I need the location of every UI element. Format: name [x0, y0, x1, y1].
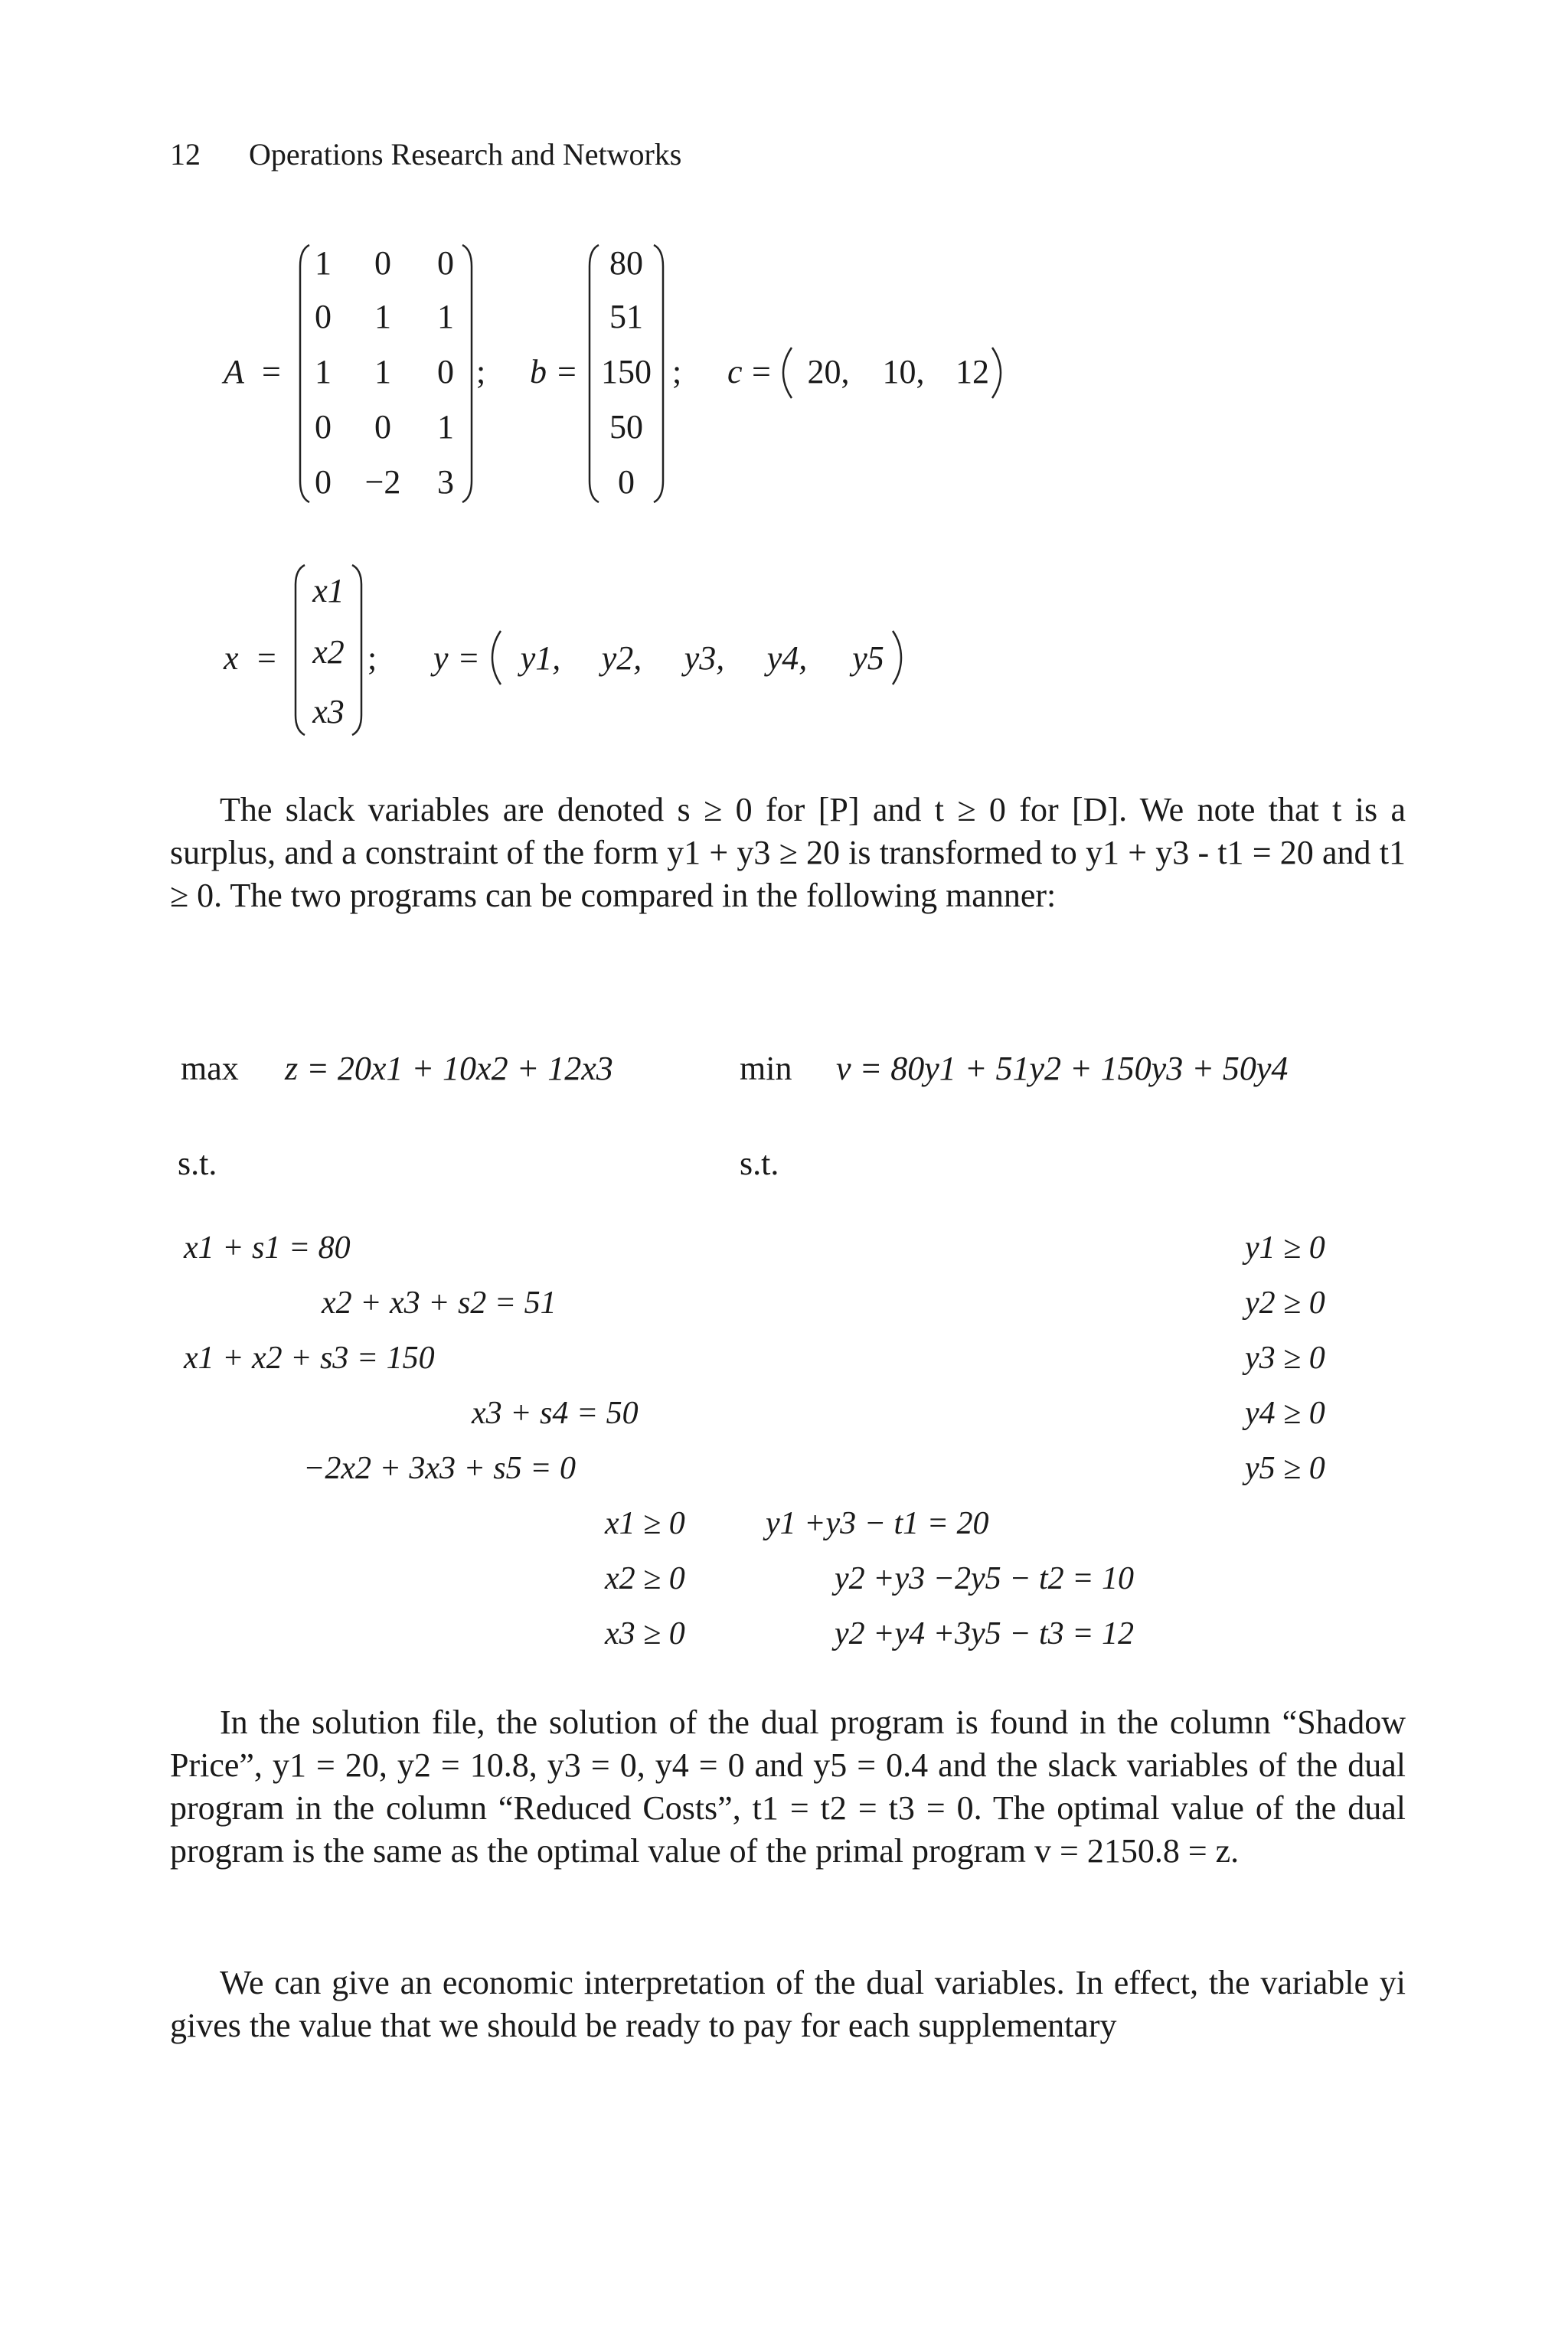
matrix-a-cell: 1: [315, 353, 332, 390]
vector-b: [588, 243, 665, 504]
vector-y-cell: y2,: [601, 639, 642, 677]
running-title: Operations Research and Networks: [249, 137, 682, 172]
left-paren: [490, 629, 502, 686]
primal-constraint-row: x2 + x3 + s2 = 51: [322, 1285, 557, 1321]
matrix-a-cell: 1: [437, 408, 454, 446]
matrix-a-cell: 0: [315, 463, 332, 501]
matrix-a-cell: 0: [374, 244, 391, 282]
dual-nonneg-row: y5 ≥ 0: [1245, 1451, 1325, 1486]
equals-sign: =: [257, 639, 276, 677]
dual-constraint-row: y1 +y3 − t1 = 20: [766, 1506, 989, 1541]
matrix-a-cell: −2: [364, 463, 401, 501]
page-number: 12: [170, 137, 201, 172]
matrix-a-cell: 1: [437, 298, 454, 335]
equals-sign: =: [752, 353, 771, 390]
separator: ;: [476, 353, 486, 390]
dual-nonneg-row: y1 ≥ 0: [1245, 1230, 1325, 1266]
vector-b-cell: 80: [609, 244, 643, 282]
dual-nonneg-row: y3 ≥ 0: [1245, 1341, 1325, 1376]
paragraph-dual-solution: [170, 1701, 1406, 1873]
matrix-a-cell: 3: [437, 463, 454, 501]
matrix-a-cell: 1: [374, 298, 391, 335]
paragraph-text: The slack variables are denoted s ≥ 0 for [P] and t ≥ 0 for [D]. We note that t is a surplus, and a constraint of the form y1 + y3 ≥ 20 is transformed to y1 + y3 - t1 = 20 and t1 ≥ 0. The two programs can be compared in the following manner:: [170, 791, 1406, 914]
matrix-a: [299, 243, 473, 504]
vector-c-label: c: [727, 353, 743, 390]
paragraph-economic-interpretation: [170, 1962, 1406, 2047]
equals-sign: =: [262, 353, 281, 390]
vector-b-cell: 0: [618, 463, 635, 501]
separator: ;: [672, 353, 682, 390]
primal-constraint-row: x3 + s4 = 50: [472, 1396, 639, 1431]
primal-objective: z = 20x1 + 10x2 + 12x3: [285, 1050, 613, 1087]
vector-x-cell: x1: [312, 572, 345, 609]
primal-constraint-row: x1 + s1 = 80: [184, 1230, 351, 1266]
matrix-a-cell: 0: [437, 353, 454, 390]
separator: ;: [368, 639, 377, 677]
vector-c: [781, 346, 1003, 400]
dual-constraint-row: y2 +y4 +3y5 − t3 = 12: [835, 1616, 1134, 1651]
matrix-a-cell: 1: [315, 244, 332, 282]
vector-b-cell: 150: [601, 353, 652, 390]
primal-constraint-row: −2x2 + 3x3 + s5 = 0: [303, 1451, 576, 1486]
primal-max-label: max: [181, 1050, 239, 1087]
vector-x-cell: x2: [312, 633, 345, 671]
vector-y-cell: y1,: [520, 639, 561, 677]
paragraph-slack-variables: [170, 789, 1406, 917]
vector-x: [294, 564, 363, 737]
vector-y: [490, 629, 903, 686]
dual-nonneg-row: y4 ≥ 0: [1245, 1396, 1325, 1431]
vector-c-cell: 12: [956, 353, 989, 390]
primal-nonneg-row: x2 ≥ 0: [605, 1561, 685, 1596]
vector-b-cell: 51: [609, 298, 643, 335]
left-paren: [781, 346, 793, 400]
vector-b-cell: 50: [609, 408, 643, 446]
primal-nonneg-row: x1 ≥ 0: [605, 1506, 685, 1541]
dual-nonneg-row: y2 ≥ 0: [1245, 1285, 1325, 1321]
primal-constraint-row: x1 + x2 + s3 = 150: [184, 1341, 435, 1376]
matrix-a-cell: 0: [437, 244, 454, 282]
paragraph-text: In the solution file, the solution of the dual program is found in the column “Shadow Price”, y1 = 20, y2 = 10.8, y3 = 0, y4 = 0 and y5 = 0.4 and the slack variables of the dual program in the column “Reduced Costs”, t1 = t2 = t3 = 0. The optimal value of the dual program is the same as the optimal value of the primal program v = 2150.8 = z.: [170, 1704, 1406, 1870]
matrix-a-label: A: [224, 353, 244, 390]
dual-constraint-row: y2 +y3 −2y5 − t2 = 10: [835, 1561, 1134, 1596]
equals-sign: =: [459, 639, 479, 677]
vector-x-cell: x3: [312, 693, 345, 730]
vector-y-cell: y3,: [684, 639, 725, 677]
matrix-a-cell: 0: [374, 408, 391, 446]
primal-nonneg-row: x3 ≥ 0: [605, 1616, 685, 1651]
equals-sign: =: [557, 353, 577, 390]
vector-x-label: x: [224, 639, 239, 677]
vector-c-cell: 20,: [807, 353, 850, 390]
vector-y-label: y: [433, 639, 449, 677]
vector-c-cell: 10,: [882, 353, 925, 390]
vector-b-label: b: [530, 353, 547, 390]
matrix-a-cell: 0: [315, 298, 332, 335]
dual-objective: v = 80y1 + 51y2 + 150y3 + 50y4: [836, 1050, 1289, 1087]
dual-st-label: s.t.: [740, 1145, 779, 1182]
paragraph-text: We can give an economic interpretation of the dual variables. In effect, the variable yi gives the value that we should be ready to pay for each supplementary: [170, 1964, 1406, 2044]
vector-y-cell: y5: [852, 639, 884, 677]
dual-min-label: min: [740, 1050, 792, 1087]
matrix-a-cell: 1: [374, 353, 391, 390]
matrix-a-cell: 0: [315, 408, 332, 446]
vector-y-cell: y4,: [766, 639, 808, 677]
primal-st-label: s.t.: [178, 1145, 217, 1182]
